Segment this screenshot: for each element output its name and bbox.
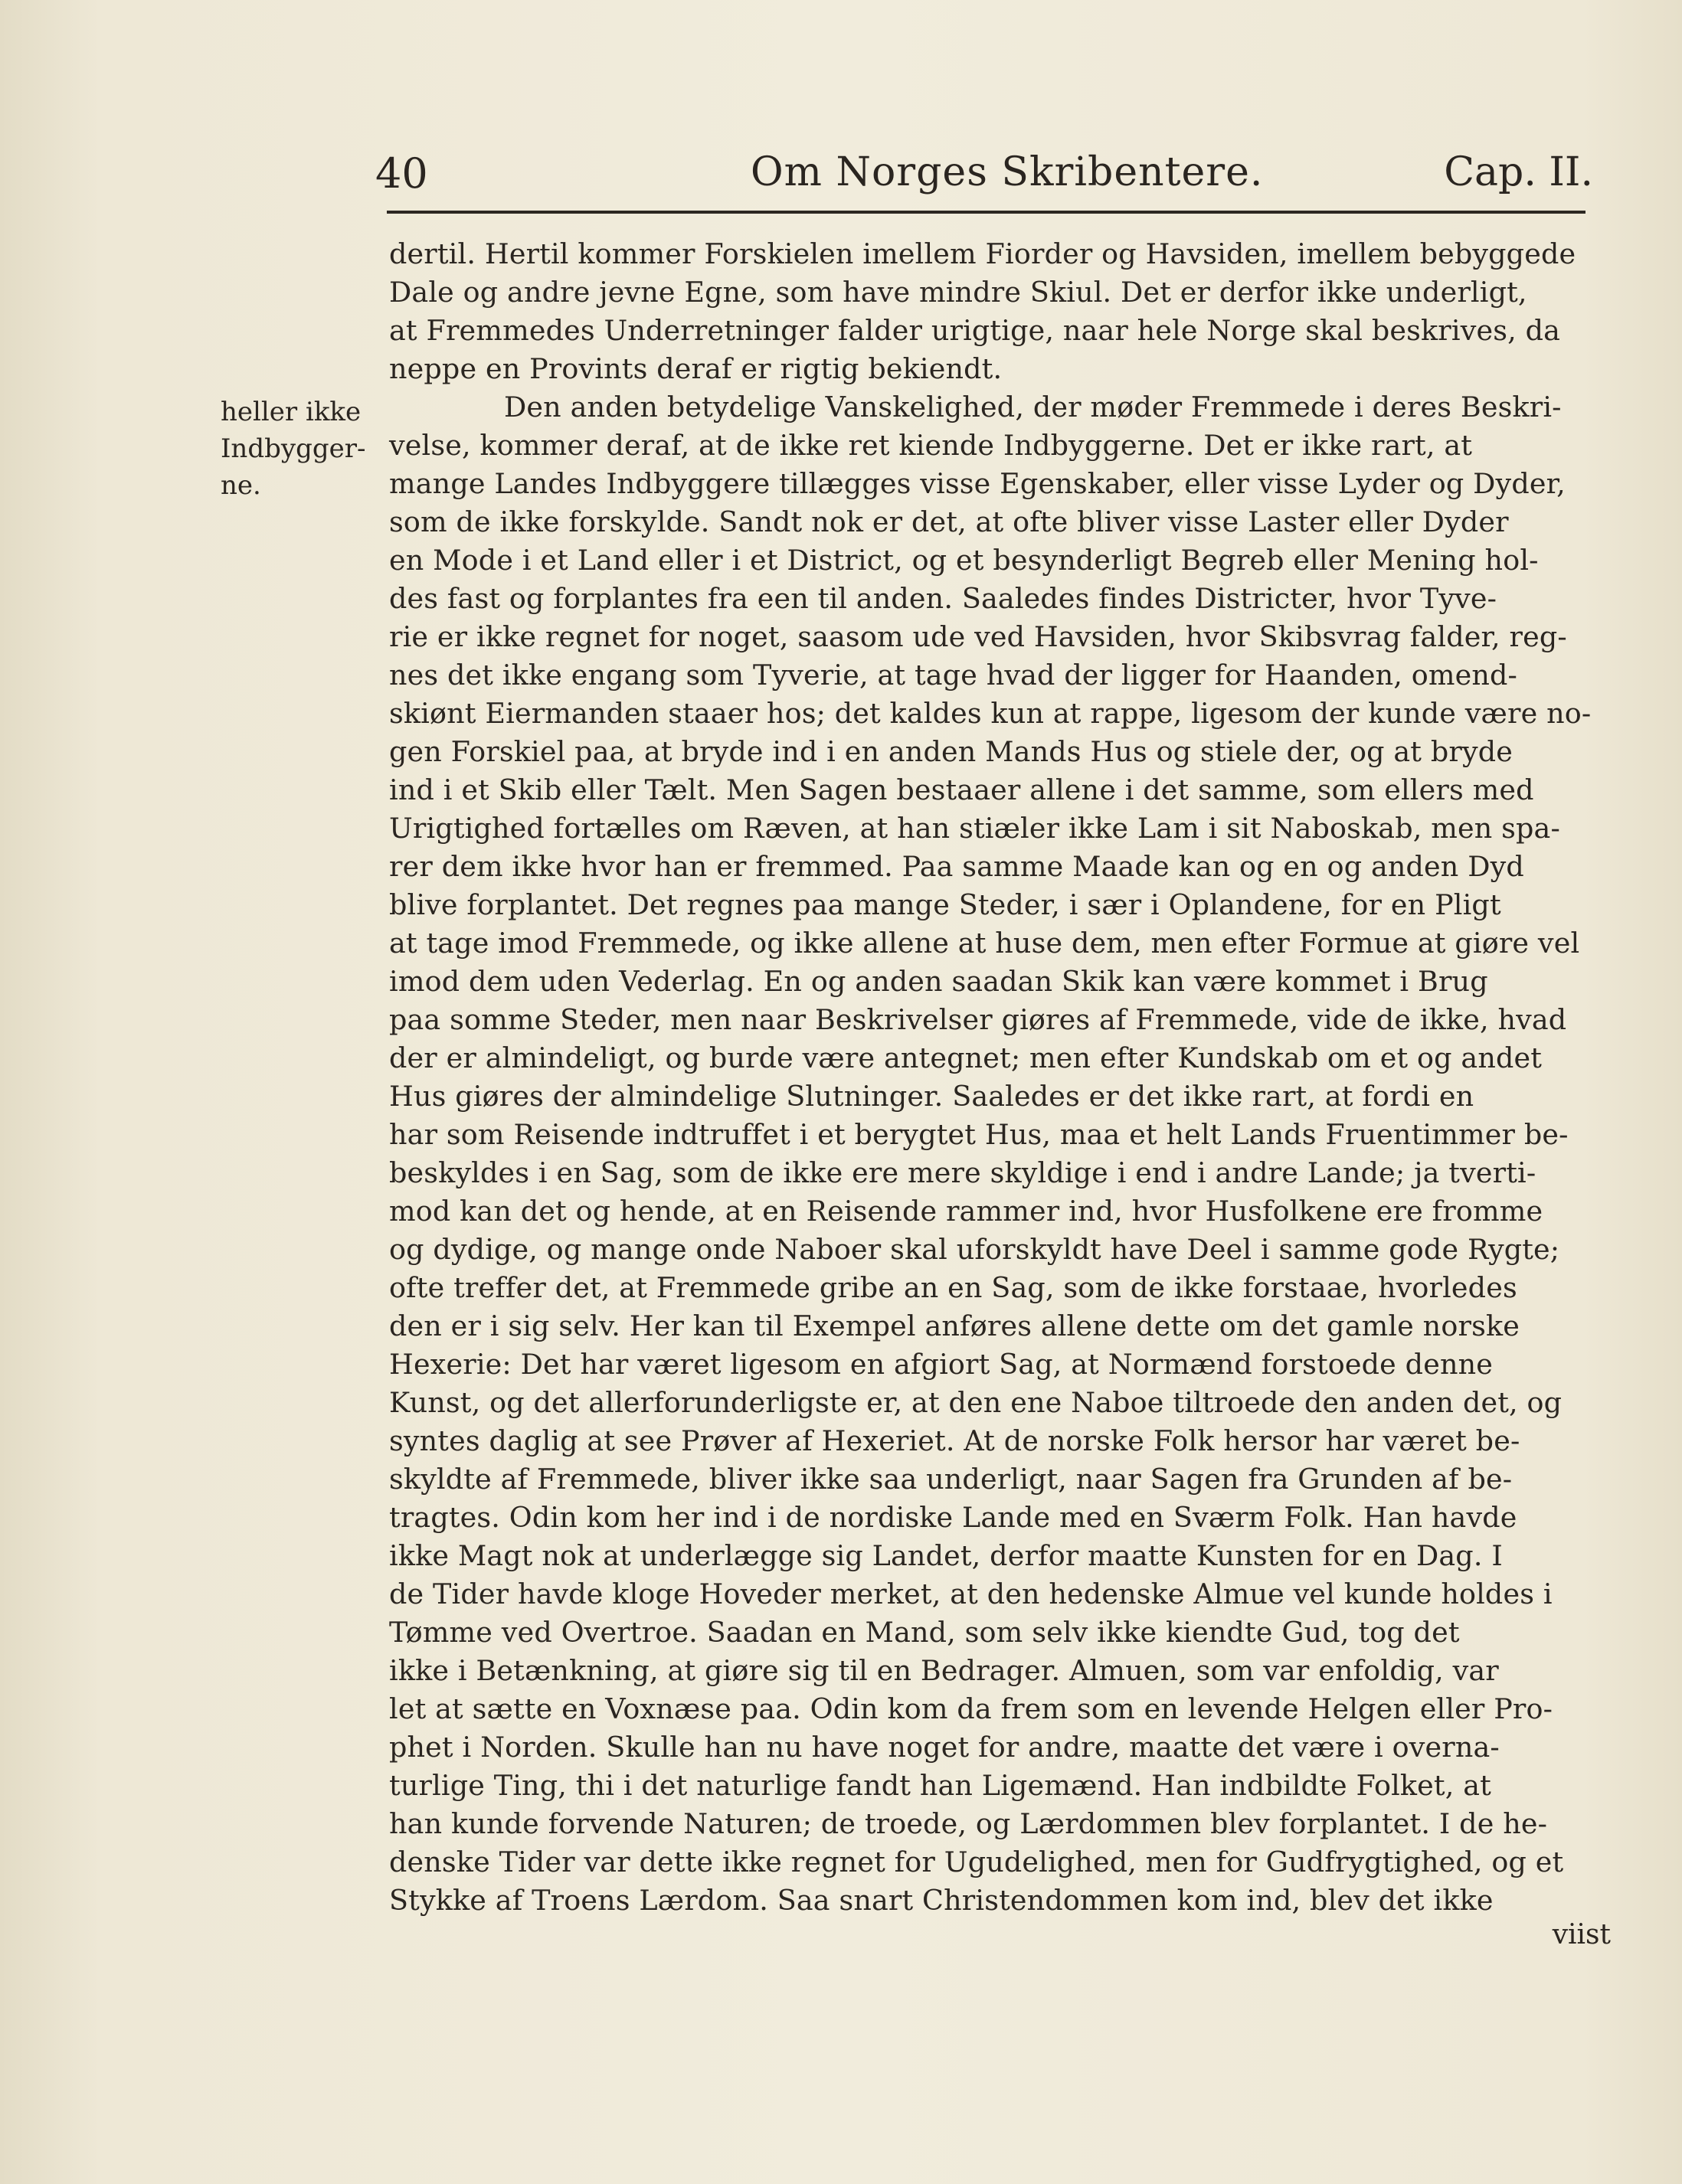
text-line: blive forplantet. Det regnes paa mange Steder, i sær i Oplandene, for en Pligt bbox=[389, 888, 1501, 921]
text-line: imod dem uden Vederlag. En og anden saadan Skik kan være kommet i Brug bbox=[389, 965, 1488, 998]
text-line: han kunde forvende Naturen; de troede, og Lærdommen blev forplantet. I de he- bbox=[389, 1807, 1548, 1840]
text-line: skyldte af Fremmede, bliver ikke saa underligt, naar Sagen fra Grunden af be- bbox=[389, 1463, 1513, 1496]
text-line: Urigtighed fortælles om Ræven, at han stiæler ikke Lam i sit Naboskab, men spa- bbox=[389, 812, 1560, 845]
text-line: at tage imod Fremmede, og ikke allene at huse dem, men efter Formue at giøre vel bbox=[389, 927, 1580, 960]
text-line: Hus giøres der almindelige Slutninger. Saaledes er det ikke rart, at fordi en bbox=[389, 1080, 1474, 1113]
text-line: skiønt Eiermanden staaer hos; det kaldes kun at rappe, ligesom der kunde være no- bbox=[389, 697, 1592, 730]
text-line: tragtes. Odin kom her ind i de nordiske Lande med en Sværm Folk. Han havde bbox=[389, 1501, 1517, 1534]
text-line: og dydige, og mange onde Naboer skal uforskyldt have Deel i samme gode Rygte; bbox=[389, 1233, 1560, 1266]
text-line: mod kan det og hende, at en Reisende rammer ind, hvor Husfolkene ere fromme bbox=[389, 1195, 1543, 1228]
text-line: phet i Norden. Skulle han nu have noget for andre, maatte det være i overna- bbox=[389, 1731, 1500, 1764]
text-line: at Fremmedes Underretninger falder urigtige, naar hele Norge skal beskrives, da bbox=[389, 314, 1561, 347]
text-line: beskyldes i en Sag, som de ikke ere mere skyldige i end i andre Lande; ja tverti- bbox=[389, 1156, 1536, 1189]
text-line: velse, kommer deraf, at de ikke ret kiende Indbyggerne. Det er ikke rart, at bbox=[389, 429, 1473, 462]
text-line: Hexerie: Det har været ligesom en afgiort Sag, at Normænd forstoede denne bbox=[389, 1348, 1494, 1381]
text-line: rer dem ikke hvor han er fremmed. Paa samme Maade kan og en og anden Dyd bbox=[389, 850, 1524, 883]
text-line: Stykke af Troens Lærdom. Saa snart Christendommen kom ind, blev det ikke bbox=[389, 1884, 1494, 1917]
catchword: viist bbox=[1552, 1919, 1611, 1950]
text-line: Den anden betydelige Vanskelighed, der møder Fremmede i deres Beskri- bbox=[504, 391, 1562, 423]
running-head bbox=[375, 149, 1593, 203]
text-line: turlige Ting, thi i det naturlige fandt han Ligemænd. Han indbildte Folket, at bbox=[389, 1769, 1491, 1802]
text-line: nes det ikke engang som Tyverie, at tage hvad der ligger for Haanden, omend- bbox=[389, 659, 1518, 691]
text-line: paa somme Steder, men naar Beskrivelser giøres af Fremmede, vide de ikke, hvad bbox=[389, 1003, 1567, 1036]
text-line: ofte treffer det, at Fremmede gribe an en Sag, som de ikke forstaae, hvorledes bbox=[389, 1271, 1517, 1304]
text-line: syntes daglig at see Prøver af Hexeriet. At de norske Folk hersor har været be- bbox=[389, 1424, 1520, 1457]
text-line: som de ikke forskylde. Sandt nok er det, at ofte bliver visse Laster eller Dyder bbox=[389, 505, 1509, 538]
text-line: den er i sig selv. Her kan til Exempel anføres allene dette om det gamle norske bbox=[389, 1309, 1520, 1342]
text-line: mange Landes Indbyggere tillægges visse Egenskaber, eller visse Lyder og Dyder, bbox=[389, 467, 1566, 500]
text-line: let at sætte en Voxnæse paa. Odin kom da frem som en levende Helgen eller Pro- bbox=[389, 1692, 1553, 1725]
chapter-label: Cap. II. bbox=[1444, 149, 1593, 195]
text-line: gen Forskiel paa, at bryde ind i en anden Mands Hus og stiele der, og at bryde bbox=[389, 735, 1513, 768]
text-line: ikke Magt nok at underlægge sig Landet, derfor maatte Kunsten for en Dag. I bbox=[389, 1539, 1503, 1572]
text-line: Dale og andre jevne Egne, som have mindre Skiul. Det er derfor ikke underligt, bbox=[389, 276, 1527, 309]
text-line: en Mode i et Land eller i et District, og et besynderligt Begreb eller Mening hol- bbox=[389, 544, 1539, 577]
text-line: dertil. Hertil kommer Forskielen imellem Fiorder og Havsiden, imellem bebyggede bbox=[389, 237, 1576, 270]
header-rule bbox=[387, 211, 1585, 214]
text-line: har som Reisende indtruffet i et berygtet Hus, maa et helt Lands Fruentimmer be- bbox=[389, 1118, 1569, 1151]
body-text bbox=[389, 235, 1615, 1920]
text-line: ikke i Betænkning, at giøre sig til en Bedrager. Almuen, som var enfoldig, var bbox=[389, 1654, 1499, 1687]
text-line: des fast og forplantes fra een til anden. Saaledes findes Districter, hvor Tyve- bbox=[389, 582, 1497, 615]
text-line: rie er ikke regnet for noget, saasom ude ved Havsiden, hvor Skibsvrag falder, reg- bbox=[389, 620, 1567, 653]
text-line: Kunst, og det allerforunderligste er, at den ene Naboe tiltroede den anden det, og bbox=[389, 1386, 1563, 1419]
running-title: Om Norges Skribentere. bbox=[751, 149, 1264, 195]
margin-note: heller ikke Indbygger- ne. bbox=[221, 397, 366, 501]
text-line: ind i et Skib eller Tælt. Men Sagen bestaaer allene i det samme, som ellers med bbox=[389, 773, 1534, 806]
text-line: neppe en Provints deraf er rigtig bekiendt. bbox=[389, 352, 1003, 385]
text-line: Tømme ved Overtroe. Saadan en Mand, som selv ikke kiendte Gud, tog det bbox=[389, 1616, 1460, 1649]
text-line: der er almindeligt, og burde være antegnet; men efter Kundskab om et og andet bbox=[389, 1041, 1543, 1074]
text-line: de Tider havde kloge Hoveder merket, at den hedenske Almue vel kunde holdes i bbox=[389, 1578, 1553, 1610]
text-line: denske Tider var dette ikke regnet for Ugudelighed, men for Gudfrygtighed, og et bbox=[389, 1846, 1564, 1878]
page-number: 40 bbox=[375, 149, 428, 198]
